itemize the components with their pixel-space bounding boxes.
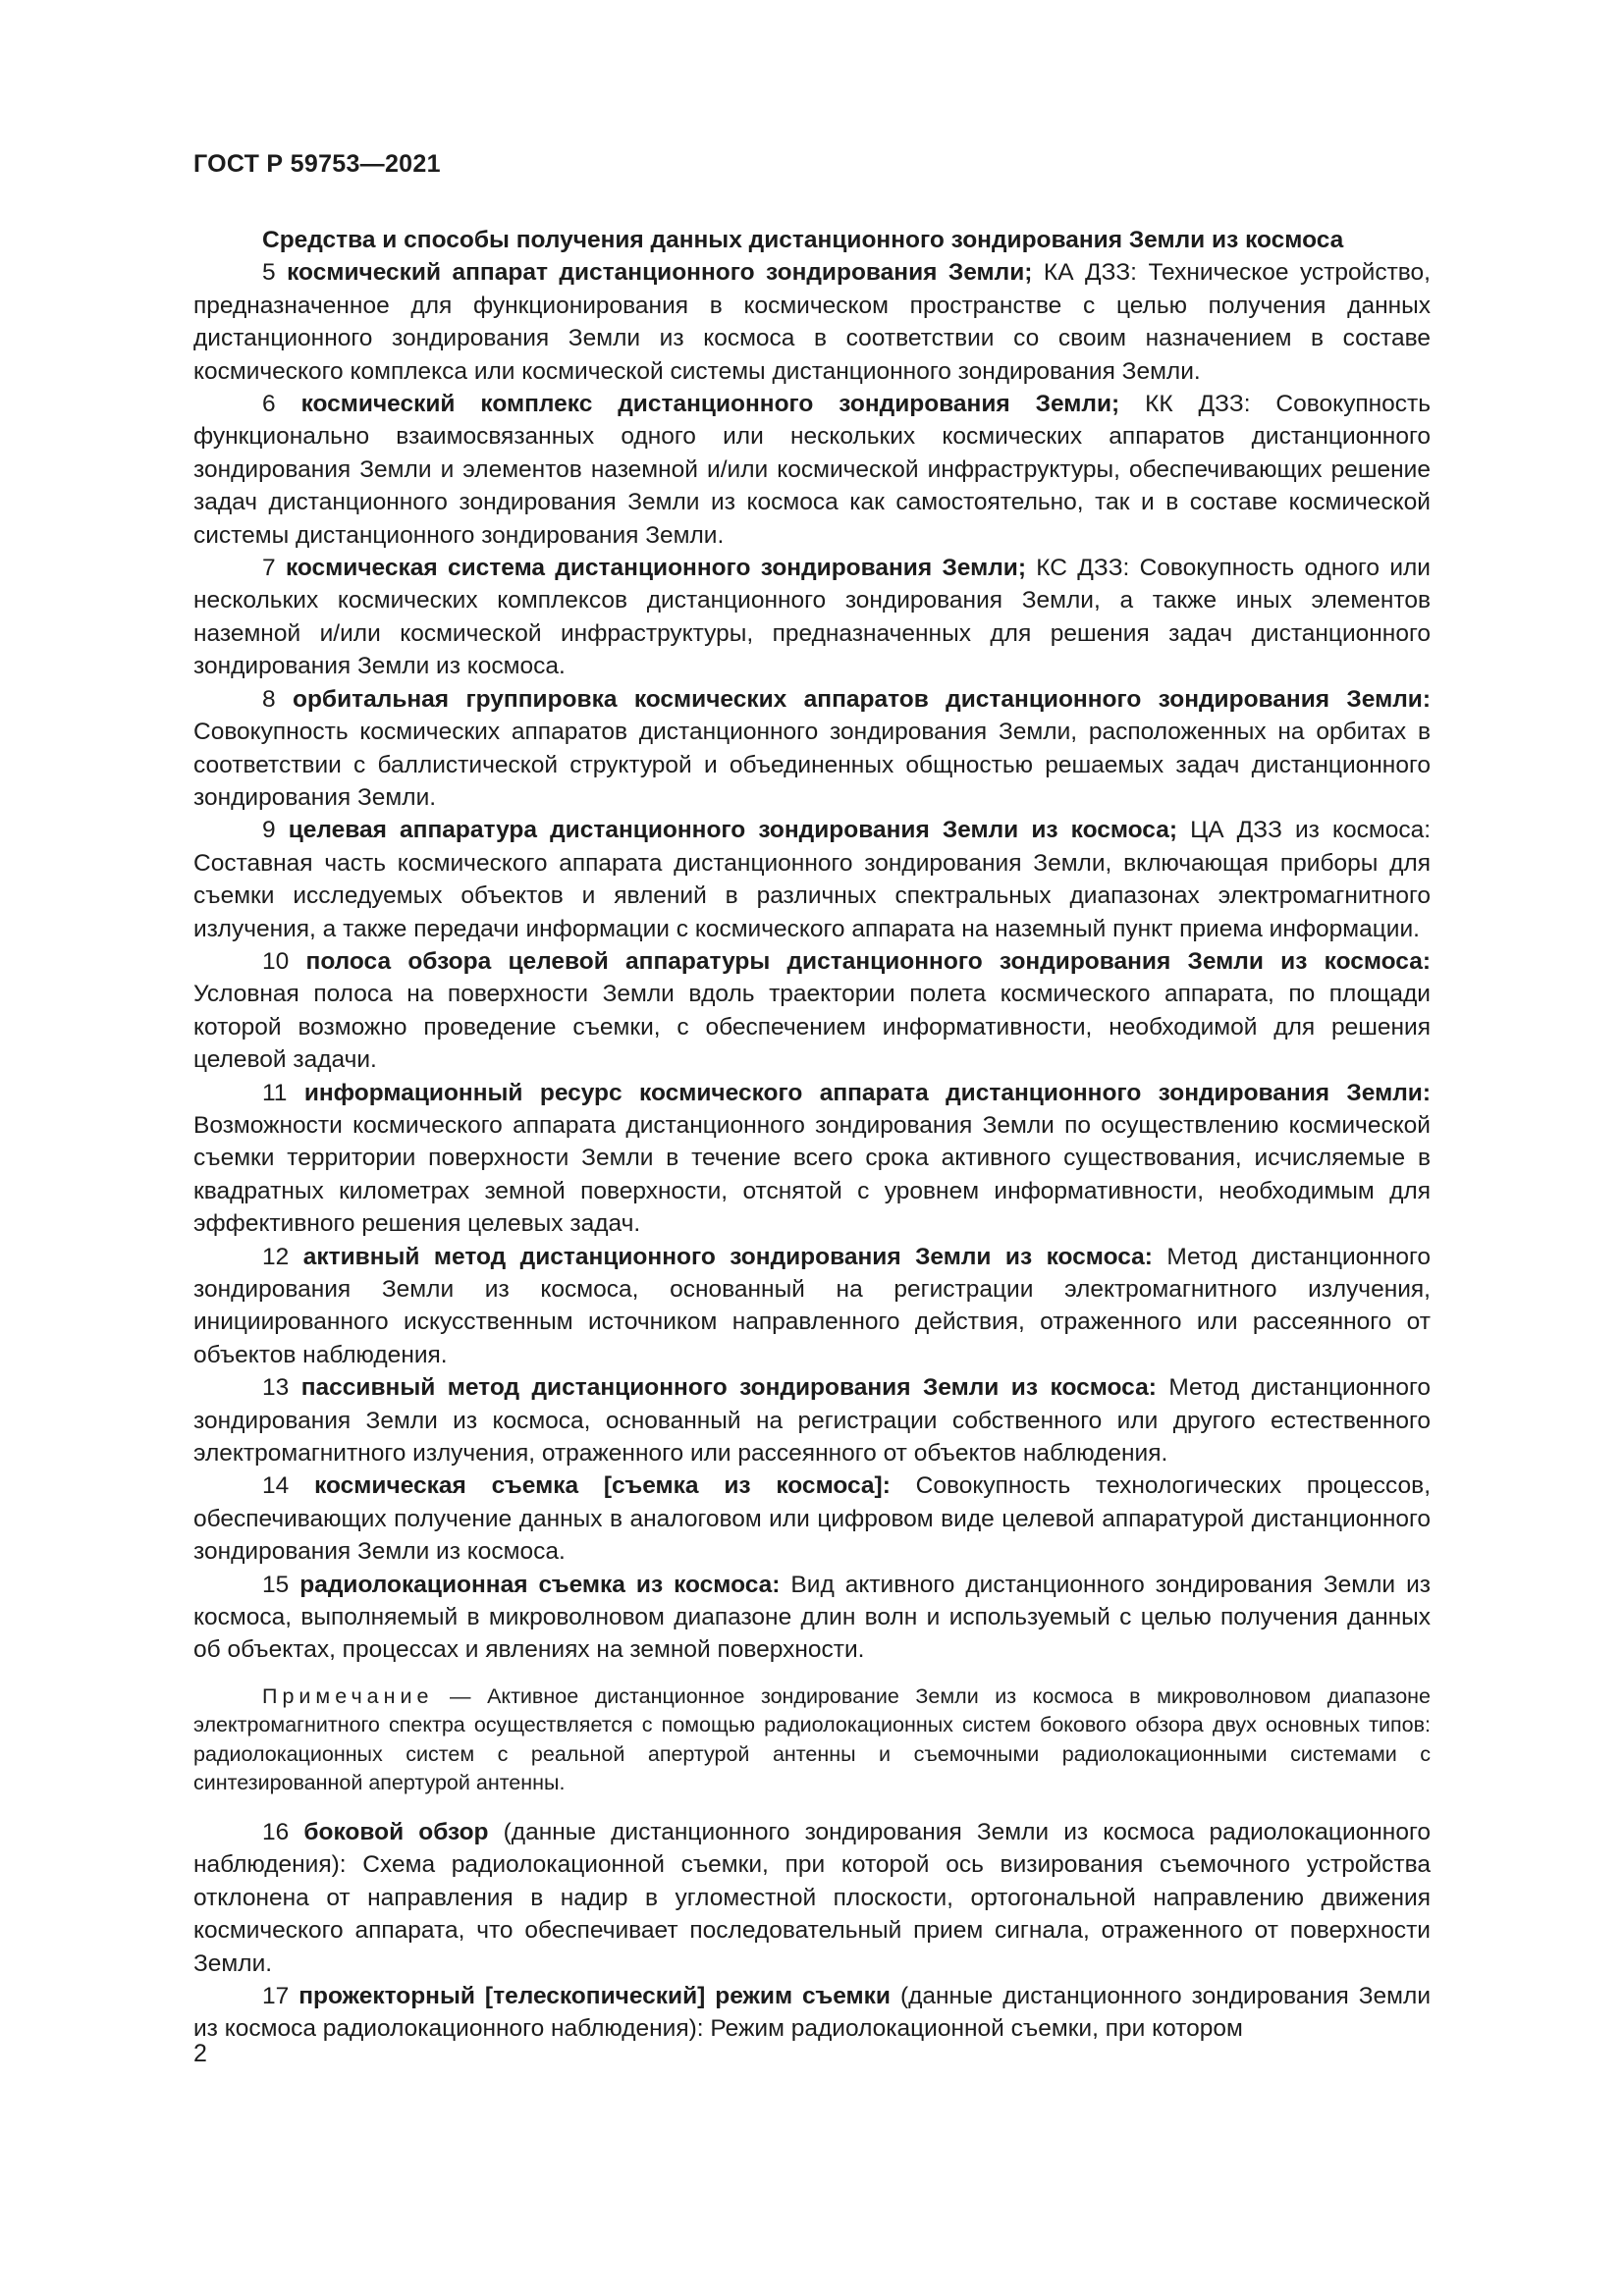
term-name: орбитальная группировка космических аппаратов дистанционного зондирования Земли: xyxy=(293,685,1431,713)
term-name: космическая система дистанционного зондирования Земли; xyxy=(285,555,1027,582)
term-definition: КК ДЗЗ: Совокупность функционально взаимосвязанных одного или нескольких космических аппаратов дистанционного зондирования Земли и элементов наземной и/или космической инфраструктуры, обеспечивающих решение задач дистанционного зондирования Земли из космоса как самостоятельно, так и в составе космической системы дистанционного зондирования Земли. xyxy=(193,391,1432,549)
term-name: космический аппарат дистанционного зондирования Земли; xyxy=(287,259,1033,287)
page-number: 2 xyxy=(193,2040,207,2067)
term-name: боковой обзор xyxy=(303,1818,489,1845)
term-number: 9 xyxy=(262,817,276,844)
term-entry-13 xyxy=(193,1371,1431,1469)
term-number: 10 xyxy=(262,947,290,975)
term-definition: (данные дистанционного зондирования Земли из космоса радиолокационного наблюдения): Режим радиолокационной съемки, при котором xyxy=(193,1982,1432,2043)
term-definition: Совокупность технологических процессов, обеспечивающих получение данных в аналоговом или цифровом виде целевой аппаратурой дистанционного зондирования Земли из космоса. xyxy=(193,1472,1431,1566)
term-number: 6 xyxy=(262,391,276,418)
term-definition: Вид активного дистанционного зондирования Земли из космоса, выполняемый в микроволновом диапазоне длин волн и используемый с целью получения данных об объектах, процессах и явлениях на земной поверхности. xyxy=(193,1571,1431,1664)
term-definition: КС ДЗЗ: Совокупность одного или нескольких космических комплексов дистанционного зондирования Земли, а также иных элементов наземной и/или космической инфраструктуры, предназначенных для решения задач дистанционного зондирования Земли из космоса. xyxy=(193,555,1431,680)
term-number: 17 xyxy=(262,1982,290,2009)
term-definition: Совокупность космических аппаратов дистанционного зондирования Земли, расположенных на орбитах в соответствии с баллистической структурой и объединенных общностью решаемых задач дистанционного зондирования Земли. xyxy=(193,719,1431,811)
term-number: 8 xyxy=(262,685,276,713)
term-number: 12 xyxy=(262,1243,290,1270)
term-number: 16 xyxy=(262,1818,290,1845)
term-entry-11 xyxy=(193,1077,1431,1241)
term-entry-7 xyxy=(193,552,1431,683)
term-entry-8 xyxy=(193,683,1431,815)
term-definition: КА ДЗЗ: Техническое устройство, предназначенное для функционирования в космическом пространстве с целью получения данных дистанционного зондирования Земли из космоса в соответствии со своим назначением в составе космического комплекса или космической системы дистанционного зондирования Земли. xyxy=(193,259,1431,385)
term-name: информационный ресурс космического аппарата дистанционного зондирования Земли: xyxy=(303,1079,1431,1106)
term-entry-14 xyxy=(193,1469,1431,1568)
term-name: радиолокационная съемка из космоса: xyxy=(299,1571,781,1598)
term-entry-12 xyxy=(193,1241,1431,1372)
term-entry-17 xyxy=(193,1980,1431,2046)
term-entry-9 xyxy=(193,814,1431,945)
section-title: Средства и способы получения данных дистанционного зондирования Земли из космоса xyxy=(262,227,1344,253)
term-entry-6 xyxy=(193,388,1431,552)
note-label: Примечание xyxy=(262,1683,434,1708)
term-number: 13 xyxy=(262,1374,290,1402)
term-name: активный метод дистанционного зондирования Земли из космоса: xyxy=(302,1243,1153,1270)
term-definition: Метод дистанционного зондирования Земли из космоса, основанный на регистрации собственного или другого естественного электромагнитного излучения, отраженного или рассеянного от объектов наблюдения. xyxy=(193,1374,1431,1468)
term-entry-5 xyxy=(193,256,1431,388)
term-definition: (данные дистанционного зондирования Земли из космоса радиолокационного наблюдения): Схема радиолокационной съемки, при которой ось визирования съемочного устройства отклонена от направления в надир в угломестной плоскости, ортогональной направлению движения космического аппарата, что обеспечивает последовательный прием сигнала, отраженного от поверхности Земли. xyxy=(193,1818,1431,1977)
term-definition: ЦА ДЗЗ из космоса: Составная часть космического аппарата дистанционного зондирования Земли, включающая приборы для съемки исследуемых объектов и явлений в различных спектральных диапазонах электромагнитного излучения, а также передачи информации с космического аппарата на наземный пункт приема информации. xyxy=(193,817,1432,942)
term-entry-15 xyxy=(193,1569,1431,1667)
term-name: космическая съемка [съемка из космоса]: xyxy=(314,1472,891,1500)
term-number: 11 xyxy=(262,1079,288,1106)
term-name: полоса обзора целевой аппаратуры дистанционного зондирования Земли из космоса: xyxy=(305,947,1431,975)
term-name: целевая аппаратура дистанционного зондирования Земли из космоса; xyxy=(288,817,1178,844)
term-definition: Метод дистанционного зондирования Земли из космоса, основанный на регистрации электромагнитного излучения, инициированного искусственным источником направленного действия, отраженного или рассеянного от объектов наблюдения. xyxy=(193,1243,1432,1368)
term-name: пассивный метод дистанционного зондирования Земли из космоса: xyxy=(300,1374,1157,1402)
term-definition: Условная полоса на поверхности Земли вдоль траектории полета космического аппарата, по площади которой возможно проведение съемки, с обеспечением информативности, необходимой для решения целевой задачи. xyxy=(193,981,1431,1074)
term-number: 14 xyxy=(262,1472,290,1500)
term-entry-10 xyxy=(193,945,1431,1077)
term-number: 5 xyxy=(262,259,276,287)
term-definition: Возможности космического аппарата дистанционного зондирования Земли по осуществлению космической съемки территории поверхности Земли в течение всего срока активного существования, исчисляемые в квадратных километрах земной поверхности, отснятой с уровнем информативности, необходимым для эффективного решения целевых задач. xyxy=(193,1111,1431,1238)
note-text: — Активное дистанционное зондирование Земли из космоса в микроволновом диапазоне электромагнитного спектра осуществляется с помощью радиолокационных систем бокового обзора двух основных типов: радиолокационных систем с реальной апертурой антенны и съемочными радиолокационными системами с синтезированной апертурой антенны. xyxy=(193,1683,1431,1795)
term-number: 7 xyxy=(262,555,276,582)
term-entry-16 xyxy=(193,1816,1431,1980)
term-number: 15 xyxy=(262,1571,290,1598)
term-name: прожекторный [телескопический] режим съемки xyxy=(298,1982,891,2009)
document-code-header: ГОСТ Р 59753—2021 xyxy=(193,150,441,178)
term-name: космический комплекс дистанционного зондирования Земли; xyxy=(300,391,1120,418)
note-paragraph xyxy=(193,1682,1431,1798)
document-body xyxy=(193,224,1431,2046)
